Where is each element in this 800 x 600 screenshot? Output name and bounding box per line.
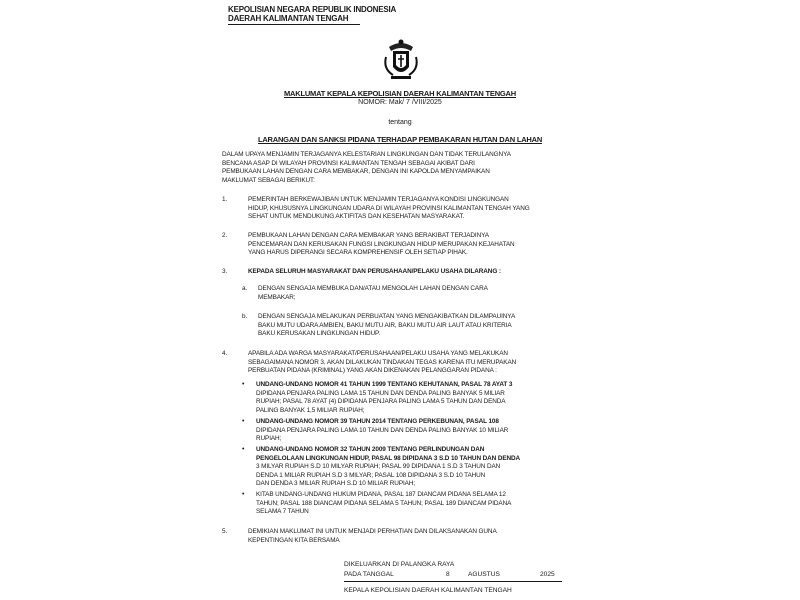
law-line: RUPIAH;: [256, 435, 282, 443]
item-line: YANG HARUS DIPERANGI SECARA KOMPREHENSIF OLEH SETIAP PIHAK.: [248, 249, 468, 257]
law-bullet: •: [242, 446, 245, 453]
item-line: PERBUATAN PIDANA (KRIMINAL) YANG AKAN DIKENAKAN PELANGGARAN PIDANA :: [248, 367, 497, 375]
law-line: PALING BANYAK 1,5 MILIAR RUPIAH;: [256, 406, 365, 414]
law-line: 3 MILYAR RUPIAH S.D 10 MILYAR RUPIAH; PASAL 99 DIPIDANA 1 S.D 3 TAHUN DAN: [256, 463, 501, 471]
document-title: MAKLUMAT KEPALA KEPOLISIAN DAERAH KALIMANTAN TENGAH: [283, 89, 516, 98]
sub-item-label: a.: [242, 285, 248, 292]
police-emblem-icon: [383, 37, 419, 81]
document-page: [220, 0, 580, 600]
law-line: DENDA 1 MILIAR RUPIAH S.D 3 MILYAR; PASAL 108 DIPIDANA 3 S.D 10 TAHUN: [256, 471, 486, 479]
footer-underline: [344, 581, 562, 582]
law-bullet: •: [242, 491, 245, 498]
item-line: PEMBUKAAN LAHAN DENGAN CARA MEMBAKAR YANG BERAKIBAT TERJADINYA: [248, 232, 489, 239]
intro-line: BENCANA ASAP DI WILAYAH PROVINSI KALIMANTAN TENGAH SEBAGAI AKIBAT DARI: [222, 159, 475, 167]
item-line: APABILA ADA WARGA MASYARAKAT/PERUSAHAAN/PELAKU USAHA YANG MELAKUKAN: [248, 350, 508, 357]
item-4-text: [248, 350, 568, 376]
sub-item-a-text: [258, 285, 568, 302]
header-line-1: KEPOLISIAN NEGARA REPUBLIK INDONESIA: [228, 5, 397, 14]
law-3-text: [256, 446, 568, 489]
law-bullet: •: [242, 418, 245, 425]
document-number: NOMOR: Mak/ 7 /VIII/2025: [358, 99, 442, 106]
item-line: HIDUP, KHUSUSNYA LINGKUNGAN UDARA DI WILAYAH PROVINSI KALIMANTAN TENGAH YANG: [248, 204, 530, 212]
law-line: KITAB UNDANG-UNDANG HUKUM PIDANA, PASAL 187 DIANCAM PIDANA SELAMA 12: [256, 491, 506, 498]
law-line: UNDANG-UNDANG NOMOR 39 TAHUN 2014 TENTANG PERKEBUNAN, PASAL 108: [256, 418, 499, 425]
item-number: 2.: [222, 232, 228, 239]
item-line: DEMIKIAN MAKLUMAT INI UNTUK MENJADI PERHATIAN DAN DILAKSANAKAN GUNA: [248, 528, 497, 535]
date-label: PADA TANGGAL: [344, 571, 394, 578]
item-line: PEMERINTAH BERKEWAJIBAN UNTUK MENJAMIN TERJAGANYA KONDISI LINGKUNGAN: [248, 196, 509, 203]
law-line: DAN DENDA 3 MILIAR RUPIAH S.D 10 MILIAR RUPIAH;: [256, 480, 416, 488]
intro-line: DALAM UPAYA MENJAMIN TERJAGANYA KELESTARIAN LINGKUNGAN DAN TIDAK TERULANGNYA: [222, 151, 511, 158]
issued-at: DIKELUARKAN DI PALANGKA RAYA: [344, 561, 455, 568]
law-line: RUPIAH; PASAL 78 AYAT (4) DIPIDANA PENJARA PALING LAMA 5 TAHUN DAN DENDA: [256, 398, 506, 406]
sub-item-line: DENGAN SENGAJA MELAKUKAN PERBUATAN YANG MENGAKIBATKAN DILAMPAUINYA: [258, 313, 516, 320]
item-line: KEPADA SELURUH MASYARAKAT DAN PERUSAHAAN/PELAKU USAHA DILARANG :: [248, 268, 501, 275]
sub-item-line: BAKU KERUSAKAN LINGKUNGAN HIDUP.: [258, 330, 381, 338]
item-2-text: [248, 232, 568, 258]
item-line: PENCEMARAN DAN KERUSAKAN FUNGSI LINGKUNGAN HIDUP MERUPAKAN KEJAHATAN: [248, 240, 515, 248]
header-underline: [228, 24, 360, 25]
item-number: 5.: [222, 528, 228, 535]
item-1-text: [248, 196, 568, 222]
law-bullet: •: [242, 381, 245, 388]
signer-title: KEPALA KEPOLISIAN DAERAH KALIMANTAN TENGAH: [344, 587, 512, 594]
law-line: UNDANG-UNDANG NOMOR 32 TAHUN 2009 TENTANG PERLINDUNGAN DAN: [256, 446, 485, 453]
tentang-label: tentang: [388, 119, 412, 126]
document-subject: LARANGAN DAN SANKSI PIDANA TERHADAP PEMBAKARAN HUTAN DAN LAHAN: [257, 135, 543, 144]
sub-item-b-text: [258, 313, 568, 339]
sub-item-line: MEMBAKAR;: [258, 293, 296, 301]
law-line: UNDANG-UNDANG NOMOR 41 TAHUN 1999 TENTANG KEHUTANAN, PASAL 78 AYAT 3: [256, 381, 513, 388]
item-3-text: [248, 268, 568, 277]
item-number: 1.: [222, 196, 228, 203]
item-number: 4.: [222, 350, 228, 357]
item-number: 3.: [222, 268, 228, 275]
item-line: SEBAGAIMANA NOMOR 3, AKAN DILAKUKAN TINDAKAN TEGAS KARENA ITU MERUPAKAN: [248, 358, 517, 366]
law-line: DIPIDANA PENJARA PALING LAMA 10 TAHUN DAN DENDA PALING BANYAK 10 MILIAR: [256, 426, 509, 434]
law-line: DIPIDANA PENJARA PALING LAMA 15 TAHUN DAN DENDA PALING BANYAK 5 MILIAR: [256, 389, 505, 397]
sub-item-line: DENGAN SENGAJA MEMBUKA DAN/ATAU MENGOLAH LAHAN DENGAN CARA: [258, 285, 488, 292]
law-line: TAHUN; PASAL 188 DIANCAM PIDANA SELAMA 5 TAHUN; PASAL 189 DIANCAM PIDANA: [256, 499, 512, 507]
date-month: AGUSTUS: [468, 571, 500, 578]
date-day: 8: [446, 571, 450, 578]
item-5-text: [248, 528, 568, 545]
intro-paragraph: [222, 151, 570, 185]
sub-item-line: BAKU MUTU UDARA AMBIEN, BAKU MUTU AIR, BAKU MUTU AIR LAUT ATAU KRITERIA: [258, 321, 512, 329]
law-4-text: [256, 491, 568, 517]
intro-line: PEMBUKAAN LAHAN DENGAN CARA MEMBAKAR, DENGAN INI KAPOLDA MENYAMPAIKAN: [222, 168, 490, 176]
item-line: KEPENTINGAN KITA BERSAMA: [248, 536, 340, 544]
intro-line: MAKLUMAT SEBAGAI BERIKUT:: [222, 176, 315, 184]
date-year: 2025: [540, 571, 555, 578]
law-2-text: [256, 418, 568, 444]
law-line: PENGELOLAAN LINGKUNGAN HIDUP, PASAL 98 DIPIDANA 3 S.D 10 TAHUN DAN DENDA: [256, 454, 521, 462]
item-line: SEHAT UNTUK MENDUKUNG AKTIFITAS DAN KESEHATAN MASYARAKAT.: [248, 213, 465, 221]
sub-item-label: b.: [242, 313, 248, 320]
law-line: SELAMA 7 TAHUN: [256, 508, 309, 516]
header-line-2: DAERAH KALIMANTAN TENGAH: [228, 14, 349, 23]
law-1-text: [256, 381, 568, 415]
